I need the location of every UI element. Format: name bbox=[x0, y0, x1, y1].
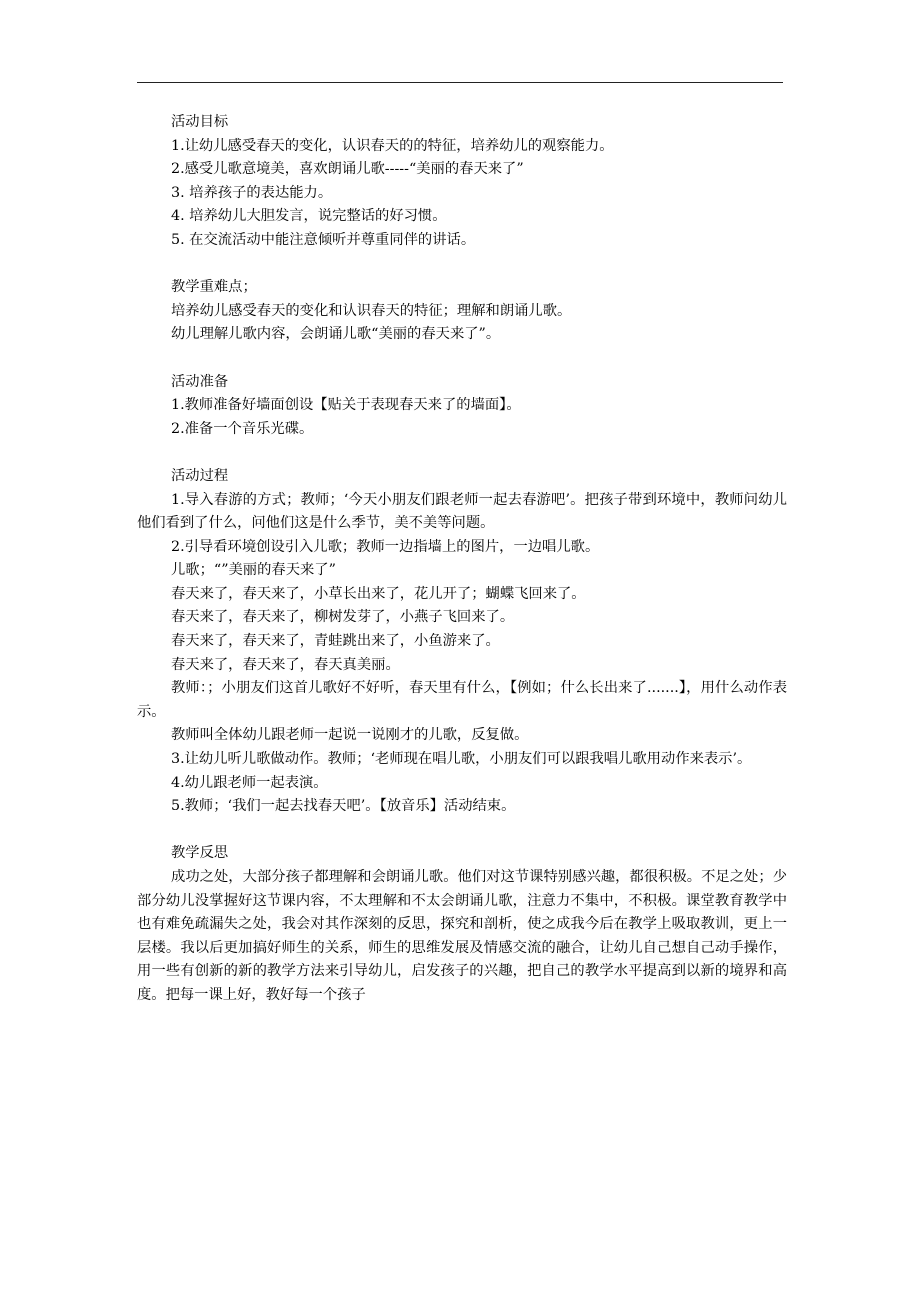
section-keypoints bbox=[137, 276, 787, 347]
process-paragraph: 教师叫全体幼儿跟老师一起说一说刚才的儿歌，反复做。 bbox=[171, 727, 529, 744]
section-heading: 活动目标 bbox=[171, 114, 229, 130]
song-line: 春天来了，春天来了，小草长出来了，花儿开了；蝴蝶飞回来了。 bbox=[171, 585, 586, 602]
process-paragraph: 4.幼儿跟老师一起表演。 bbox=[171, 774, 328, 791]
song-line: 春天来了，春天来了，青蛙跳出来了，小鱼游来了。 bbox=[171, 633, 500, 650]
section-goals bbox=[137, 111, 787, 253]
process-paragraph: 2.引导看环境创设引入儿歌；教师一边指墙上的图片，一边唱儿歌。 bbox=[171, 538, 600, 555]
section-heading: 教学反思 bbox=[171, 845, 229, 862]
document-body bbox=[137, 111, 787, 1008]
section-reflection bbox=[137, 842, 787, 1007]
goal-item: 1.让幼儿感受春天的变化，认识春天的的特征，培养幼儿的观察能力。 bbox=[171, 137, 614, 154]
goal-item: 5. 在交流活动中能注意倾听并尊重同伴的讲话。 bbox=[171, 231, 476, 248]
section-prep bbox=[137, 371, 787, 442]
song-title: 儿歌；“”美丽的春天来了” bbox=[171, 562, 336, 579]
process-paragraph: 5.教师；‘我们一起去找春天吧’。【放音乐】活动结束。 bbox=[171, 798, 516, 815]
process-paragraph: 1.导入春游的方式；教师；‘今天小朋友们跟老师一起去春游吧’。把孩子带到环境中，教师问幼儿他们看到了什么，问他们这是什么季节，美不美等问题。 bbox=[137, 491, 787, 532]
goal-item: 2.感受儿歌意境美，喜欢朗诵儿歌-----“美丽的春天来了” bbox=[171, 161, 524, 178]
header-rule bbox=[137, 82, 783, 83]
song-line: 春天来了，春天来了，春天真美丽。 bbox=[171, 656, 400, 673]
goal-item: 3. 培养孩子的表达能力。 bbox=[171, 184, 333, 201]
prep-item: 2.准备一个音乐光碟。 bbox=[171, 420, 314, 437]
process-paragraph: 教师：；小朋友们这首儿歌好不好听，春天里有什么，【例如；什么长出来了.......】，用什么动作表示。 bbox=[137, 680, 787, 720]
reflection-paragraph: 成功之处，大部分孩子都理解和会朗诵儿歌。他们对这节课特别感兴趣，都很积极。不足之处；少部分幼儿没掌握好这节课内容，不太理解和不太会朗诵儿歌，注意力不集中，不积极。课堂教育教学中也有难免疏漏失之处，我会对其作深刻的反思，探究和剖析，使之成我今后在教学上吸取教训，更上一层楼。我以后更加搞好师生的关系，师生的思维发展及情感交流的融合，让幼儿自己想自己动手操作，用一些有创新的新的教学方法来引导幼儿，启发孩子的兴趣，把自己的教学水平提高到以新的境界和高度。把每一课上好，教好每一个孩子 bbox=[137, 869, 787, 1003]
section-heading: 活动过程 bbox=[171, 467, 229, 484]
song-line: 春天来了，春天来了，柳树发芽了，小燕子飞回来了。 bbox=[171, 609, 515, 626]
goal-item: 4. 培养幼儿大胆发言，说完整话的好习惯。 bbox=[171, 208, 447, 225]
section-heading: 活动准备 bbox=[171, 373, 229, 390]
process-paragraph: 3.让幼儿听儿歌做动作。教师；‘老师现在唱儿歌，小朋友们可以跟我唱儿歌用动作来表示’。 bbox=[171, 751, 752, 768]
keypoint-item: 幼儿理解儿歌内容，会朗诵儿歌“美丽的春天来了”。 bbox=[171, 326, 501, 343]
section-process bbox=[137, 465, 787, 819]
keypoint-item: 培养幼儿感受春天的变化和认识春天的特征；理解和朗诵儿歌。 bbox=[171, 302, 572, 319]
section-heading: 教学重难点； bbox=[171, 279, 257, 296]
prep-item: 1.教师准备好墙面创设【贴关于表现春天来了的墙面】。 bbox=[171, 397, 521, 414]
